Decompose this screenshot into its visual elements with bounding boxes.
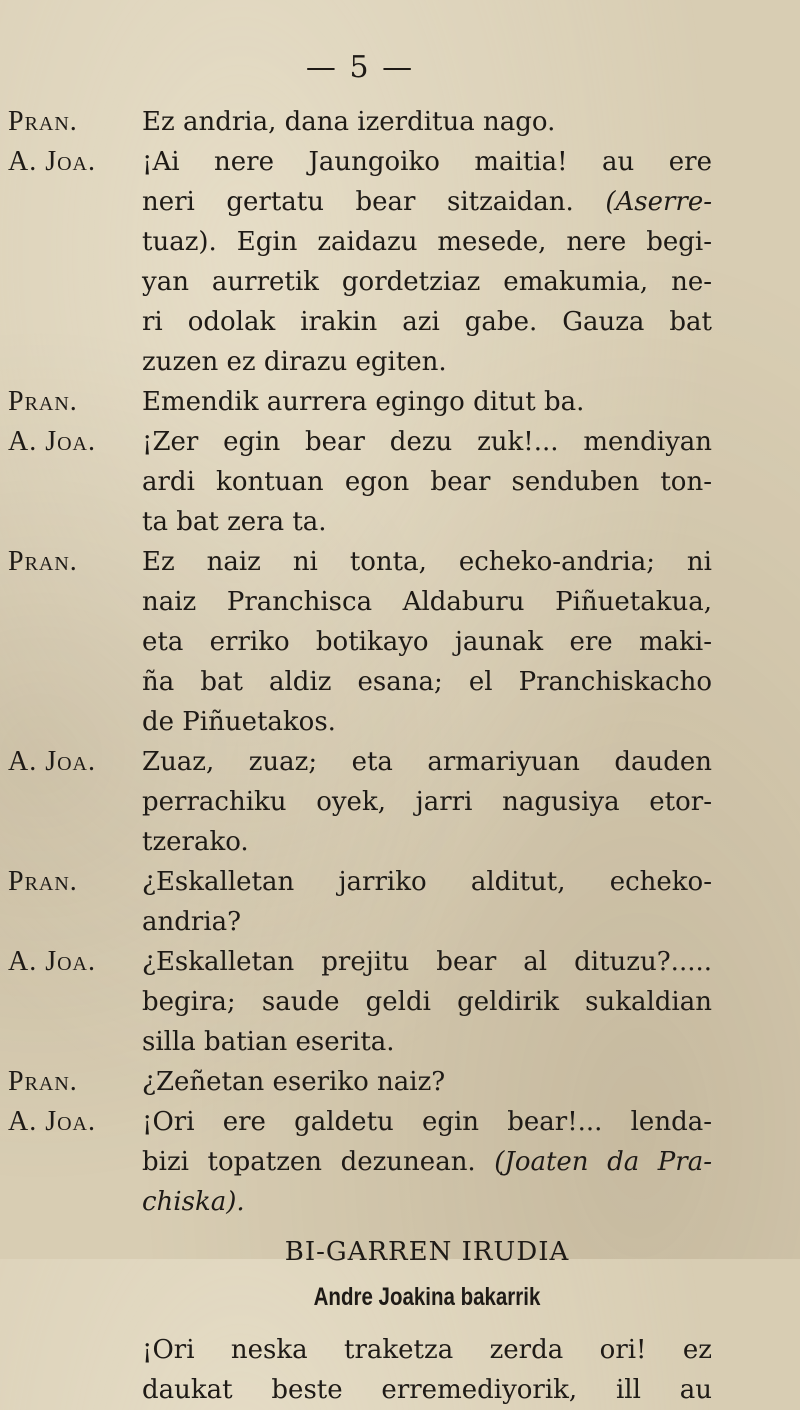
dialogue-entry [8, 862, 712, 942]
dialogue-entry [8, 142, 712, 382]
speech-text: Emendik aurrera egingo ditut ba. [142, 387, 585, 417]
speech-text: ¿Zeñetan eseriko naiz? [142, 1067, 446, 1097]
speaker-label: A. Joa. [8, 146, 97, 177]
speech-text: ¿Eskalletan jarriko alditut, echeko- andria? [142, 867, 712, 937]
play-text [8, 102, 712, 1410]
speaker-label: Pran. [8, 1066, 78, 1097]
speaker-label: A. Joa. [8, 746, 97, 777]
dialogue-entry [8, 1062, 712, 1102]
speaker-label: A. Joa. [8, 426, 97, 457]
dialogue-entry [8, 942, 712, 1062]
page-number: — 5 — [305, 50, 415, 85]
speech-text: ¡Zer egin bear dezu zuk!... mendiyan ardi kontuan egon bear senduben ton- ta bat zera ta. [142, 427, 712, 537]
speech-text: Ez andria, dana izerditua nago. [142, 107, 556, 137]
speaker-label: A. Joa. [8, 1106, 97, 1137]
dialogue-entry [8, 1102, 712, 1222]
speech-text: ¡Ori ere galdetu egin bear!... lenda- bizi topatzen dezunean. (Joaten da Pra- chiska). [142, 1107, 712, 1217]
stage-direction: chiska). [142, 1187, 245, 1217]
scene-subheading: Andre Joakina bakarrik [313, 1283, 541, 1311]
speaker-label: Pran. [8, 866, 78, 897]
dialogue-entry [8, 542, 712, 742]
monologue-text: ¡Ori neska traketza zerda ori! ez daukat beste erremediyorik, ill au [142, 1335, 712, 1405]
stage-direction: (Joaten da Pra- [494, 1147, 712, 1177]
dialogue-entry [8, 102, 712, 142]
speaker-label: Pran. [8, 546, 78, 577]
speaker-label: A. Joa. [8, 946, 97, 977]
speech-text: Zuaz, zuaz; eta armariyuan dauden perrachiku oyek, jarri nagusiya etor- tzerako. [142, 747, 712, 857]
dialogue-entry [8, 742, 712, 862]
speech-text: Ez naiz ni tonta, echeko-andria; ni naiz Pranchisca Aldaburu Piñuetakua, eta erriko botikayo jaunak ere maki- ña bat aldiz esana; el Pranchiskacho de Piñuetakos. [142, 547, 712, 737]
speech-text: ¡Ai nere Jaungoiko maitia! au ere neri gertatu bear sitzaidan. (Aserre- tuaz). Egin zaidazu mesede, nere begi- yan aurretik gordetziaz emakumia, ne- ri odolak irakin azi gabe. Gauza bat zuzen ez dirazu egiten. [142, 147, 712, 377]
speaker-label: Pran. [8, 386, 78, 417]
stage-direction: (Aserre- [605, 187, 712, 217]
speaker-label: Pran. [8, 106, 78, 137]
speech-text: ¿Eskalletan prejitu bear al dituzu?..... begira; saude geldi geldirik sukaldian silla batian eserita. [142, 947, 712, 1057]
dialogue-entry [8, 382, 712, 422]
dialogue-entry [8, 422, 712, 542]
scene-heading: BI-GARREN IRUDIA [284, 1237, 570, 1267]
